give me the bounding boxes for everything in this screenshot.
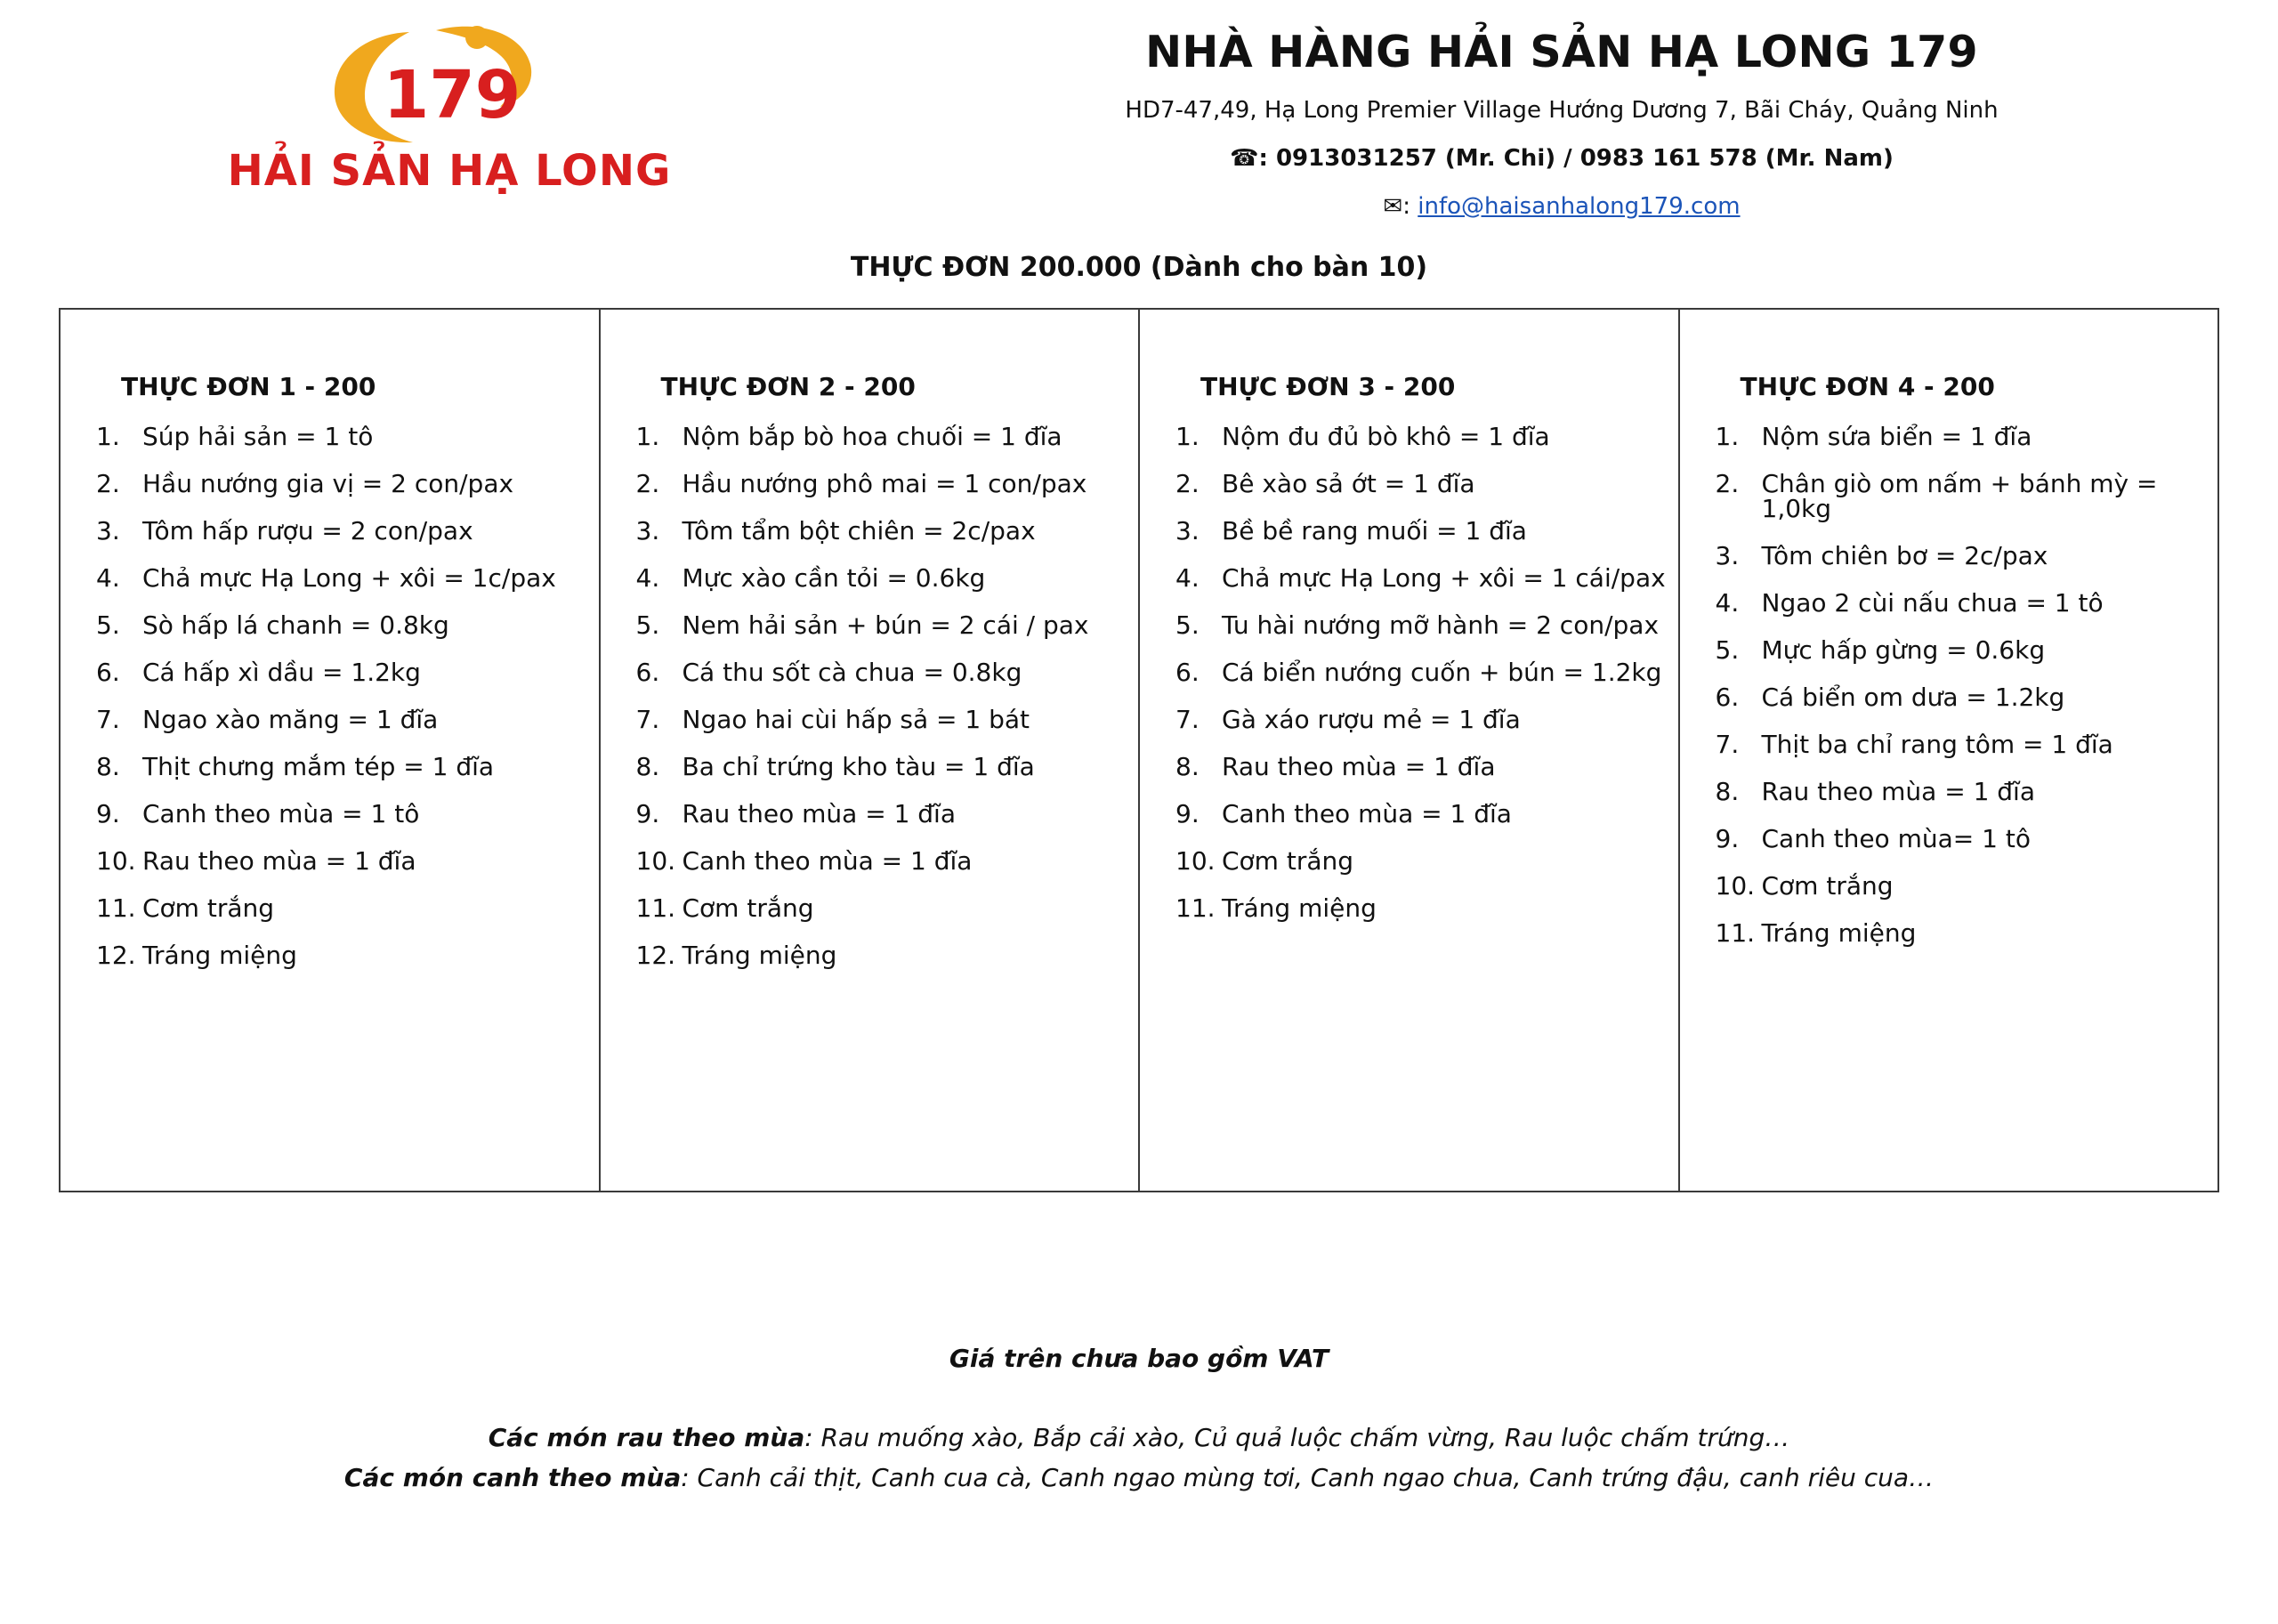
header-info [899, 12, 2278, 220]
list-item [1167, 660, 1669, 685]
phone-numbers: : 0913031257 (Mr. Chi) / 0983 161 578 (Mr. Nam) [1258, 145, 1894, 172]
item-number: 1. [635, 422, 660, 451]
item-number: 7. [96, 705, 120, 734]
seasonal-soup-text: : Canh cải thịt, Canh cua cà, Canh ngao mùng tơi, Canh ngao chua, Canh trứng đậu, canh riêu cua… [681, 1463, 1935, 1492]
list-item [627, 563, 1130, 593]
menu-column-3 [1140, 310, 1680, 1191]
menu-column-3-items [1167, 424, 1669, 921]
item-number: 6. [1715, 683, 1740, 712]
item-number: 12. [96, 941, 136, 970]
list-item [1707, 918, 2209, 948]
item-number: 9. [635, 799, 660, 828]
item-number: 5. [96, 610, 120, 640]
item-number: 11. [1175, 893, 1216, 923]
item-label: Thịt chưng mắm tép = 1 đĩa [142, 752, 495, 781]
item-label: Nộm đu đủ bò khô = 1 đĩa [1222, 422, 1550, 451]
item-number: 3. [96, 516, 120, 545]
list-item [87, 424, 590, 449]
list-item [87, 516, 590, 545]
item-number: 8. [1715, 777, 1740, 806]
item-label: Ba chỉ trứng kho tàu = 1 đĩa [682, 752, 1035, 781]
item-number: 12. [635, 941, 676, 970]
item-number: 11. [96, 893, 136, 923]
item-number: 7. [1175, 705, 1200, 734]
restaurant-name: NHÀ HÀNG HẢI SẢN HẠ LONG 179 [1145, 27, 1978, 77]
list-item [627, 516, 1130, 545]
item-label: Tu hài nướng mỡ hành = 2 con/pax [1222, 610, 1660, 640]
restaurant-address: HD7-47,49, Hạ Long Premier Village Hướng Dương 7, Bãi Cháy, Quảng Ninh [1125, 97, 1999, 124]
item-label: Tráng miệng [682, 941, 837, 970]
item-label: Cá hấp xì dầu = 1.2kg [142, 658, 421, 687]
menu-column-2-title: THỰC ĐƠN 2 - 200 [660, 372, 916, 401]
list-item [627, 424, 1130, 449]
item-label: Cơm trắng [1761, 871, 1894, 901]
menu-column-4 [1680, 310, 2218, 1191]
item-label: Gà xáo rượu mẻ = 1 đĩa [1222, 705, 1521, 734]
item-number: 5. [1175, 610, 1200, 640]
list-item [627, 893, 1130, 923]
item-number: 10. [96, 846, 136, 876]
item-number: 1. [96, 422, 120, 451]
item-number: 5. [635, 610, 660, 640]
item-number: 5. [1715, 635, 1740, 665]
list-item [87, 799, 590, 828]
document-header [0, 0, 2278, 220]
item-number: 10. [1715, 871, 1756, 901]
item-label: Tôm tẩm bột chiên = 2c/pax [682, 516, 1036, 545]
list-item [1167, 469, 1669, 498]
item-label: Rau theo mùa = 1 đĩa [682, 799, 956, 828]
list-item [1707, 541, 2209, 570]
list-item [1167, 516, 1669, 545]
seasonal-vegetables-text: : Rau muống xào, Bắp cải xào, Củ quả luộc chấm vừng, Rau luộc chấm trứng… [804, 1423, 1790, 1452]
item-label: Ngao 2 cùi nấu chua = 1 tô [1761, 588, 2104, 618]
item-label: Ngao hai cùi hấp sả = 1 bát [682, 705, 1030, 734]
list-item [87, 707, 590, 732]
envelope-icon: ✉ [1383, 193, 1403, 220]
list-item [87, 752, 590, 781]
item-number: 3. [1175, 516, 1200, 545]
item-label: Canh theo mùa = 1 tô [142, 799, 420, 828]
document-footer [0, 1344, 2278, 1492]
item-number: 8. [635, 752, 660, 781]
item-number: 7. [1715, 730, 1740, 759]
menu-grid [59, 308, 2219, 1192]
item-label: Mực xào cần tỏi = 0.6kg [682, 563, 986, 593]
item-number: 2. [635, 469, 660, 498]
list-item [1707, 588, 2209, 618]
item-label: Tráng miệng [1222, 893, 1377, 923]
item-number: 2. [1715, 469, 1740, 498]
item-number: 4. [1715, 588, 1740, 618]
item-label: Canh theo mùa= 1 tô [1761, 824, 2031, 853]
item-label: Chả mực Hạ Long + xôi = 1c/pax [142, 563, 556, 593]
item-label: Rau theo mùa = 1 đĩa [1222, 752, 1496, 781]
list-item [1167, 707, 1669, 732]
list-item [627, 752, 1130, 781]
item-label: Sò hấp lá chanh = 0.8kg [142, 610, 449, 640]
item-label: Canh theo mùa = 1 đĩa [1222, 799, 1512, 828]
item-number: 4. [635, 563, 660, 593]
menu-column-3-title: THỰC ĐƠN 3 - 200 [1200, 372, 1456, 401]
item-number: 9. [1175, 799, 1200, 828]
item-number: 7. [635, 705, 660, 734]
menu-column-1-title: THỰC ĐƠN 1 - 200 [121, 372, 376, 401]
list-item [1167, 846, 1669, 876]
item-label: Cá thu sốt cà chua = 0.8kg [682, 658, 1022, 687]
list-item [1707, 469, 2209, 523]
item-label: Cá biển om dưa = 1.2kg [1761, 683, 2065, 712]
item-label: Chân giò om nấm + bánh mỳ = 1,0kg [1761, 469, 2158, 523]
logo-wordmark: HẢI SẢN HẠ LONG [227, 146, 672, 196]
item-label: Rau theo mùa = 1 đĩa [142, 846, 416, 876]
seasonal-soup-label: Các món canh theo mùa [343, 1463, 682, 1492]
list-item [1167, 799, 1669, 828]
svg-text:179: 179 [383, 57, 521, 133]
item-label: Ngao xào măng = 1 đĩa [142, 705, 439, 734]
vat-note: Giá trên chưa bao gồm VAT [949, 1344, 1329, 1373]
menu-column-1-items [87, 424, 590, 968]
list-item [87, 846, 590, 876]
list-item [1167, 563, 1669, 593]
list-item [627, 469, 1130, 498]
item-label: Tôm hấp rượu = 2 con/pax [142, 516, 473, 545]
item-label: Hầu nướng gia vị = 2 con/pax [142, 469, 514, 498]
item-label: Tráng miệng [1761, 918, 1917, 948]
list-item [1707, 685, 2209, 710]
seasonal-vegetables-label: Các món rau theo mùa [488, 1423, 805, 1452]
item-number: 3. [635, 516, 660, 545]
list-item [1167, 610, 1669, 640]
item-label: Bề bề rang muối = 1 đĩa [1222, 516, 1527, 545]
item-label: Mực hấp gừng = 0.6kg [1761, 635, 2046, 665]
seasonal-soup-note [0, 1463, 2278, 1492]
list-item [1707, 824, 2209, 853]
logo-mark-icon [303, 18, 596, 151]
item-label: Canh theo mùa = 1 đĩa [682, 846, 973, 876]
item-label: Nộm bắp bò hoa chuối = 1 đĩa [682, 422, 1062, 451]
item-label: Bê xào sả ớt = 1 đĩa [1222, 469, 1475, 498]
item-number: 11. [635, 893, 676, 923]
item-number: 6. [96, 658, 120, 687]
item-label: Cơm trắng [682, 893, 814, 923]
item-label: Cơm trắng [1222, 846, 1354, 876]
item-number: 2. [1175, 469, 1200, 498]
item-number: 6. [635, 658, 660, 687]
list-item [627, 943, 1130, 968]
item-number: 9. [96, 799, 120, 828]
email-link[interactable]: info@haisanhalong179.com [1418, 193, 1741, 220]
seasonal-vegetables-note [0, 1423, 2278, 1452]
item-number: 4. [96, 563, 120, 593]
list-item [1167, 893, 1669, 923]
item-number: 1. [1715, 422, 1740, 451]
list-item [87, 563, 590, 593]
list-item [627, 660, 1130, 685]
list-item [627, 846, 1130, 876]
menu-column-4-items [1707, 424, 2209, 946]
item-number: 4. [1175, 563, 1200, 593]
item-label: Rau theo mùa = 1 đĩa [1761, 777, 2035, 806]
list-item [627, 799, 1130, 828]
item-number: 10. [635, 846, 676, 876]
item-number: 2. [96, 469, 120, 498]
menu-column-2-items [627, 424, 1130, 968]
phone-icon: ☎ [1230, 145, 1259, 172]
item-label: Nem hải sản + bún = 2 cái / pax [682, 610, 1089, 640]
menu-column-4-title: THỰC ĐƠN 4 - 200 [1740, 372, 1995, 401]
item-label: Tôm chiên bơ = 2c/pax [1761, 541, 2048, 570]
list-item [1167, 424, 1669, 449]
item-label: Cá biển nướng cuốn + bún = 1.2kg [1222, 658, 1662, 687]
list-item [87, 469, 590, 498]
menu-column-1 [61, 310, 601, 1191]
item-label: Súp hải sản = 1 tô [142, 422, 374, 451]
menu-column-2 [601, 310, 1141, 1191]
item-label: Hầu nướng phô mai = 1 con/pax [682, 469, 1087, 498]
page-title: THỰC ĐƠN 200.000 (Dành cho bàn 10) [850, 252, 1428, 283]
list-item [1707, 871, 2209, 901]
email-separator: : [1402, 193, 1418, 220]
list-item [87, 943, 590, 968]
list-item [1707, 424, 2209, 449]
item-number: 1. [1175, 422, 1200, 451]
list-item [87, 660, 590, 685]
list-item [1707, 635, 2209, 665]
list-item [627, 707, 1130, 732]
item-number: 8. [96, 752, 120, 781]
item-number: 10. [1175, 846, 1216, 876]
list-item [1167, 752, 1669, 781]
item-label: Nộm sứa biển = 1 đĩa [1761, 422, 2032, 451]
list-item [87, 893, 590, 923]
item-number: 8. [1175, 752, 1200, 781]
item-label: Chả mực Hạ Long + xôi = 1 cái/pax [1222, 563, 1666, 593]
item-number: 9. [1715, 824, 1740, 853]
list-item [87, 610, 590, 640]
list-item [1707, 732, 2209, 757]
email-line [899, 193, 2225, 220]
item-number: 3. [1715, 541, 1740, 570]
item-label: Cơm trắng [142, 893, 275, 923]
list-item [627, 610, 1130, 640]
item-number: 6. [1175, 658, 1200, 687]
item-number: 11. [1715, 918, 1756, 948]
list-item [1707, 777, 2209, 806]
phone-line [899, 145, 2225, 172]
item-label: Thịt ba chỉ rang tôm = 1 đĩa [1761, 730, 2113, 759]
item-label: Tráng miệng [142, 941, 297, 970]
logo [0, 12, 899, 196]
